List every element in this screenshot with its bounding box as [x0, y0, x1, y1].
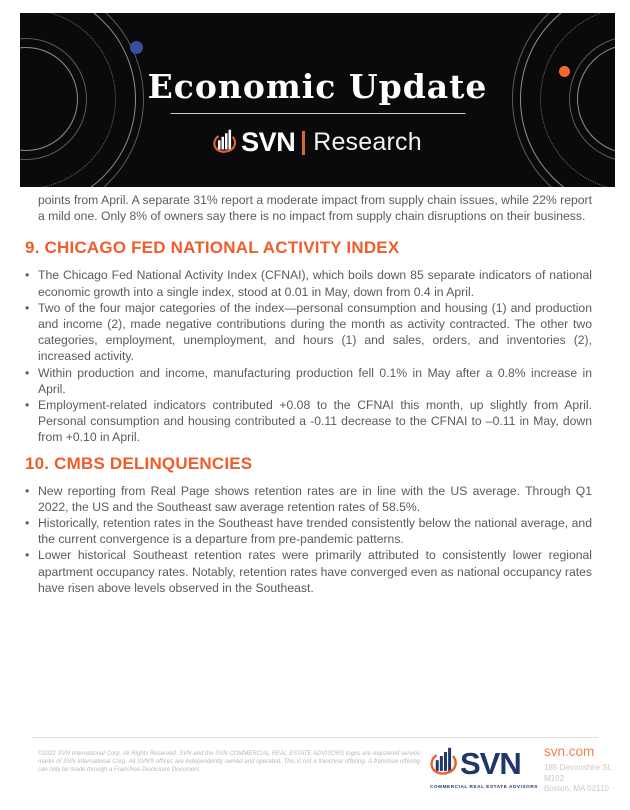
svn-brand-text: SVN: [460, 745, 521, 781]
list-item: • The Chicago Fed National Activity Index (CFNAI), which boils down 85 separate indicators of national economic growth into a single index, stood at 0.01 in May, down from 0.4 in April.: [38, 267, 592, 299]
svn-barchart-icon: [430, 745, 458, 782]
svn-research-logo: [20, 126, 615, 159]
office-address: [544, 763, 630, 795]
svn-brand-text: SVN: [241, 127, 296, 157]
section-heading-cmbs: 10. CMBS DELINQUENCIES: [25, 453, 253, 473]
list-item: • Lower historical Southeast retention rates were primarily attributed to consistently lower regional apartment occupancy rates. Notably, retention rates have converged even as national occupancy rates have risen above levels observed in the Southeast.: [38, 547, 592, 596]
page-title: Economic Update: [147, 67, 488, 106]
footer-contact-block: [544, 744, 630, 795]
address-line-2: Boston, MA 02110: [544, 784, 609, 793]
logo-separator: [302, 131, 305, 155]
list-item: • Two of the four major categories of the index—personal consumption and housing (1) and production and income (2), made negative contributions during the month as activity contracted. The other two categories, employment, unemployment, and hours (1) and sales, orders, and inventories (2), increased activity.: [38, 300, 592, 365]
svn-tagline: COMMERCIAL REAL ESTATE ADVISORS: [430, 784, 538, 789]
cfnai-bullet-list: [38, 267, 592, 445]
header-banner: [20, 13, 615, 187]
main-content: [25, 192, 592, 596]
blue-dot: [130, 41, 143, 54]
svn-footer-logo: [430, 745, 538, 789]
list-item: • Within production and income, manufacturing production fell 0.1% in May after a 0.8% increase in April.: [38, 365, 592, 397]
section-heading-cfnai: 9. CHICAGO FED NATIONAL ACTIVITY INDEX: [25, 238, 400, 258]
cmbs-bullet-list: [38, 483, 592, 596]
list-item: • New reporting from Real Page shows retention rates are in line with the US average. Through Q1 2022, the US and the Southeast saw average retention rates of 58.5%.: [38, 483, 592, 515]
intro-paragraph: points from April. A separate 31% report a moderate impact from supply chain issues, while 22% report a mild one. Only 8% of owners say there is no impact from supply chain disruptions on their business.: [38, 193, 592, 224]
svn-barchart-icon: [213, 128, 237, 159]
svn-website-link: svn.com: [544, 744, 595, 759]
footer-divider: [32, 737, 598, 738]
list-item: • Employment-related indicators contributed +0.08 to the CFNAI this month, up slightly from April. Personal consumption and housing contributed a -0.11 decrease to the CFNAI to –0.11 in May, down from +0.10 in April.: [38, 397, 592, 446]
legal-disclaimer: ©2022 SVN International Corp. All Rights Reserved. SVN and the SVN COMMERCIAL REAL ESTATE ADVISORS logos are registered service marks of SVN International Corp. All SVN® offices are independently owned and operated. This is not a franchise offering. A franchise offering can only be made through a Franchise Disclosure Document.: [38, 751, 420, 773]
title-divider: [170, 113, 465, 114]
address-line-1: 185 Devonshire St, M102: [544, 763, 613, 783]
research-division-text: Research: [313, 128, 422, 156]
list-item: • Historically, retention rates in the Southeast have trended consistently below the national average, and the current convergence is a departure from pre-pandemic patterns.: [38, 515, 592, 547]
